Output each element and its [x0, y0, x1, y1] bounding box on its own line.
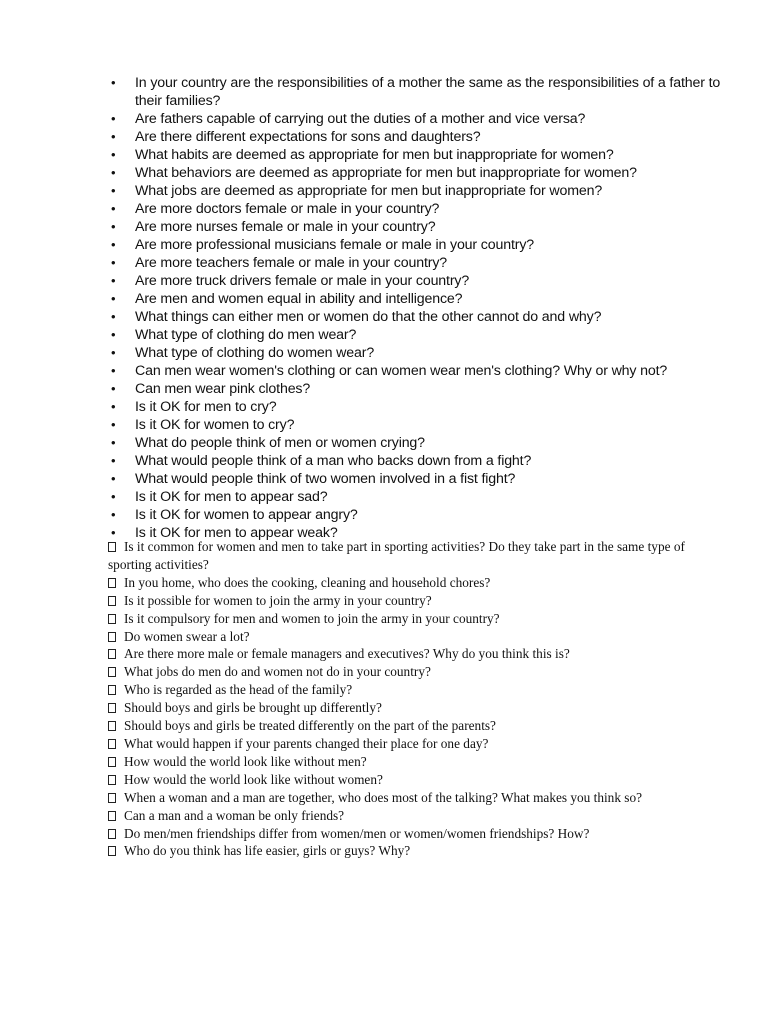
bullet-question-list	[108, 74, 728, 542]
bullet-icon: •	[111, 399, 116, 414]
bullet-icon: •	[111, 309, 116, 324]
bullet-icon: •	[111, 381, 116, 396]
list-item	[108, 628, 728, 646]
bullet-icon: •	[111, 165, 116, 180]
list-item	[108, 164, 728, 182]
bullet-icon: •	[111, 453, 116, 468]
checkbox-icon	[108, 578, 116, 588]
list-item	[108, 290, 728, 308]
question-text: Are there more male or female managers and executives? Why do you think this is?	[124, 646, 570, 662]
bullet-icon: •	[111, 507, 116, 522]
list-item	[108, 663, 728, 681]
list-item	[108, 254, 728, 272]
question-text: What jobs do men do and women not do in your country?	[124, 664, 431, 680]
bullet-icon: •	[111, 291, 116, 306]
checkbox-icon	[108, 846, 116, 856]
bullet-icon: •	[111, 183, 116, 198]
list-item	[108, 146, 728, 164]
question-text: In you home, who does the cooking, cleaning and household chores?	[124, 574, 491, 590]
question-text: What do people think of men or women crying?	[135, 435, 425, 451]
question-text: When a woman and a man are together, who does most of the talking? What makes you think so?	[124, 789, 643, 805]
list-item	[108, 610, 728, 628]
checkbox-icon	[108, 811, 116, 821]
bullet-icon: •	[111, 435, 116, 450]
question-text: Should boys and girls be treated differently on the part of the parents?	[124, 718, 496, 734]
bullet-icon: •	[111, 363, 116, 378]
list-item	[108, 380, 728, 398]
list-item	[108, 699, 728, 717]
checkbox-icon	[108, 596, 116, 606]
list-item	[108, 592, 728, 610]
question-text: What things can either men or women do that the other cannot do and why?	[135, 309, 602, 325]
list-item	[108, 470, 728, 488]
question-text: What would happen if your parents changed their place for one day?	[124, 735, 489, 751]
question-text: Who do you think has life easier, girls or guys? Why?	[124, 843, 411, 859]
question-text: Is it OK for women to cry?	[135, 417, 295, 433]
checkbox-icon	[108, 667, 116, 677]
list-item	[108, 506, 728, 524]
checkbox-icon	[108, 632, 116, 642]
checkbox-icon	[108, 793, 116, 803]
question-text: What habits are deemed as appropriate for men but inappropriate for women?	[135, 147, 614, 163]
list-item	[108, 200, 728, 218]
question-text: In your country are the responsibilities of a mother the same as the responsibilities of a father to their families?	[135, 75, 721, 109]
checkbox-icon	[108, 757, 116, 767]
question-text: Can a man and a woman be only friends?	[124, 807, 345, 823]
box-question-list	[108, 538, 728, 860]
bullet-icon: •	[111, 201, 116, 216]
list-item	[108, 218, 728, 236]
list-item	[108, 807, 728, 825]
question-text: Can men wear women's clothing or can women wear men's clothing? Why or why not?	[135, 363, 668, 379]
bullet-icon: •	[111, 345, 116, 360]
question-text: Are more nurses female or male in your country?	[135, 219, 436, 235]
question-text: Do women swear a lot?	[124, 628, 250, 644]
question-text: Do men/men friendships differ from women/men or women/women friendships? How?	[124, 825, 590, 841]
bullet-icon: •	[111, 75, 116, 90]
list-item	[108, 416, 728, 434]
bullet-icon: •	[111, 147, 116, 162]
list-item	[108, 717, 728, 735]
question-text: What would people think of a man who backs down from a fight?	[135, 453, 532, 469]
list-item	[108, 236, 728, 254]
list-item	[108, 452, 728, 470]
list-item	[108, 434, 728, 452]
question-text: What type of clothing do men wear?	[135, 327, 357, 343]
bullet-icon: •	[111, 327, 116, 342]
question-text: Should boys and girls be brought up differently?	[124, 700, 382, 716]
question-text: Is it compulsory for men and women to join the army in your country?	[124, 610, 500, 626]
question-text: Is it common for women and men to take part in sporting activities? Do they take part in the same type of sporting activities?	[108, 539, 685, 572]
question-text: Are more doctors female or male in your country?	[135, 201, 440, 217]
list-item	[108, 735, 728, 753]
question-text: Are there different expectations for sons and daughters?	[135, 129, 481, 145]
list-item	[108, 789, 728, 807]
list-item	[108, 842, 728, 860]
list-item	[108, 574, 728, 592]
checkbox-icon	[108, 829, 116, 839]
list-item	[108, 362, 728, 380]
checkbox-icon	[108, 703, 116, 713]
bullet-icon: •	[111, 255, 116, 270]
question-text: Is it possible for women to join the army in your country?	[124, 592, 432, 608]
checkbox-icon	[108, 649, 116, 659]
checkbox-icon	[108, 775, 116, 785]
list-item	[108, 398, 728, 416]
bullet-icon: •	[111, 273, 116, 288]
question-text: Are men and women equal in ability and intelligence?	[135, 291, 463, 307]
question-text: What jobs are deemed as appropriate for men but inappropriate for women?	[135, 183, 603, 199]
question-text: What would people think of two women involved in a fist fight?	[135, 471, 516, 487]
checkbox-icon	[108, 739, 116, 749]
list-item	[108, 128, 728, 146]
checkbox-icon	[108, 614, 116, 624]
list-item	[108, 488, 728, 506]
question-text: How would the world look like without men?	[124, 753, 367, 769]
list-item	[108, 681, 728, 699]
question-text: Can men wear pink clothes?	[135, 381, 311, 397]
list-item	[108, 272, 728, 290]
question-text: How would the world look like without women?	[124, 771, 383, 787]
list-item	[108, 771, 728, 789]
checkbox-icon	[108, 542, 116, 552]
checkbox-icon	[108, 721, 116, 731]
question-text: Is it OK for men to appear weak?	[135, 525, 338, 541]
list-item	[108, 308, 728, 326]
list-item	[108, 110, 728, 128]
list-item	[108, 538, 728, 574]
list-item	[108, 825, 728, 843]
question-text: Are more teachers female or male in your country?	[135, 255, 448, 271]
list-item	[108, 326, 728, 344]
question-text: Who is regarded as the head of the family?	[124, 682, 353, 698]
bullet-icon: •	[111, 219, 116, 234]
bullet-icon: •	[111, 129, 116, 144]
question-text: Is it OK for men to appear sad?	[135, 489, 328, 505]
list-item	[108, 74, 728, 110]
list-item	[108, 344, 728, 362]
bullet-icon: •	[111, 111, 116, 126]
question-text: What behaviors are deemed as appropriate for men but inappropriate for women?	[135, 165, 637, 181]
bullet-icon: •	[111, 489, 116, 504]
question-text: Is it OK for men to cry?	[135, 399, 277, 415]
bullet-icon: •	[111, 525, 116, 540]
question-text: Is it OK for women to appear angry?	[135, 507, 358, 523]
bullet-icon: •	[111, 417, 116, 432]
question-text: Are more professional musicians female or male in your country?	[135, 237, 535, 253]
question-text: Are more truck drivers female or male in your country?	[135, 273, 470, 289]
list-item	[108, 645, 728, 663]
list-item	[108, 182, 728, 200]
list-item	[108, 753, 728, 771]
bullet-icon: •	[111, 237, 116, 252]
checkbox-icon	[108, 685, 116, 695]
bullet-icon: •	[111, 471, 116, 486]
question-text: What type of clothing do women wear?	[135, 345, 375, 361]
question-text: Are fathers capable of carrying out the duties of a mother and vice versa?	[135, 111, 586, 127]
